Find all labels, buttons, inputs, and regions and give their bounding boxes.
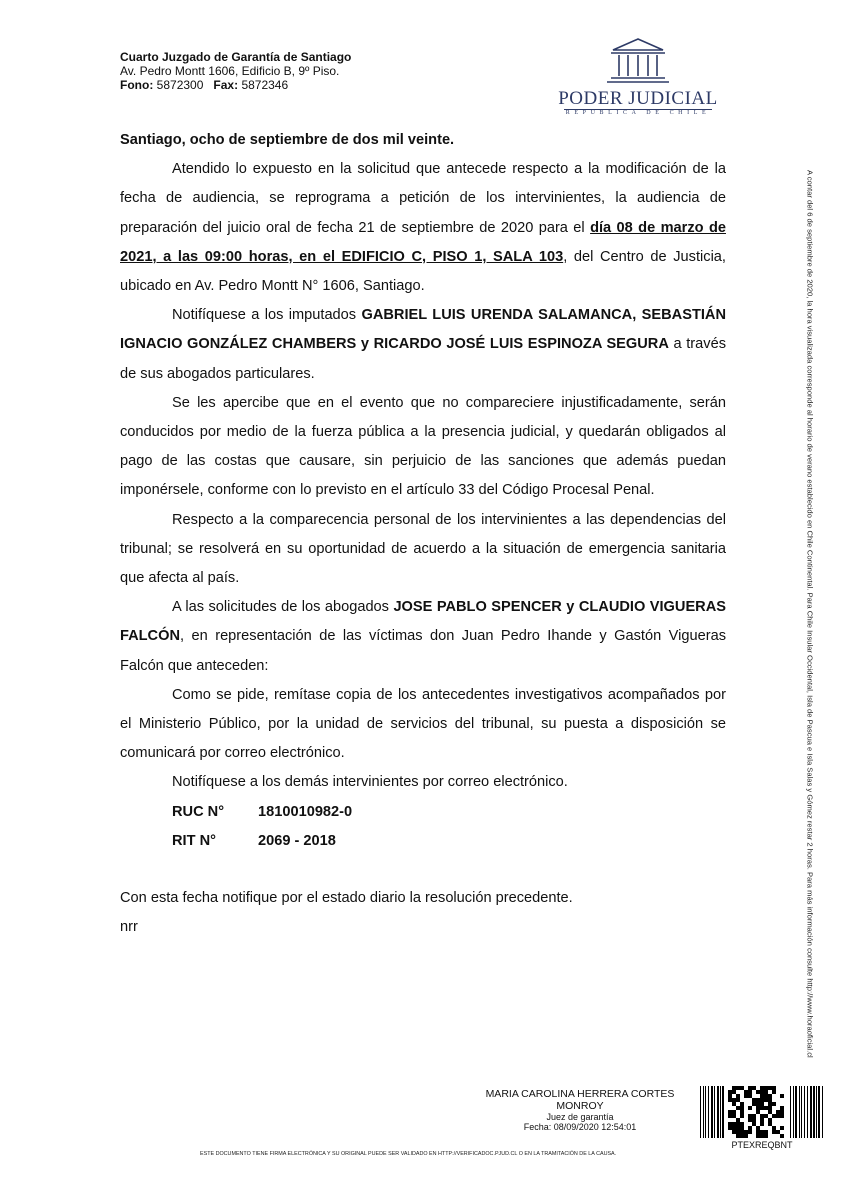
signature-date: Fecha: 08/09/2020 12:54:01: [523, 1122, 637, 1132]
paragraph-notify-others: Notifíquese a los demás intervinientes por correo electrónico.: [172, 774, 568, 791]
signature-block: [460, 1088, 700, 1132]
paragraph-notify-defendants: Notifíquese a los imputados GABRIEL LUIS URENDA SALAMANCA, SEBASTIÁN IGNACIO GONZÁLEZ CHAMBERS y RICARDO JOSÉ LUIS ESPINOZA SEGURA a través de sus abogados particulares.: [120, 307, 726, 382]
signer-name-line1: MARIA CAROLINA HERRERA CORTES: [485, 1088, 675, 1100]
paragraph-reschedule: Atendido lo expuesto en la solicitud que antecede respecto a la modificación de la fecha de audiencia, se reprograma a petición de los intervinientes, la audiencia de preparación del juicio oral de fecha 21 de septiembre de 2020 para el día 08 de marzo de 2021, a las 09:00 horas, en el EDIFICIO C, PISO 1, SALA 103, del Centro de Justicia, ubicado en Av. Pedro Montt N° 1606, Santiago.: [120, 161, 726, 295]
phone-number: 5872300: [156, 78, 204, 92]
logo-subtitle: REPUBLICA DE CHILE: [565, 110, 711, 116]
fax-number: 5872346: [241, 78, 289, 92]
defendants-names: GABRIEL LUIS URENDA SALAMANCA, SEBASTIÁN IGNACIO GONZÁLEZ CHAMBERS y RICARDO JOSÉ LUIS ESPINOZA SEGURA: [120, 307, 726, 353]
courthouse-icon: [556, 36, 720, 88]
court-name: Cuarto Juzgado de Garantía de Santiago: [120, 50, 352, 64]
paragraph-warning: Se les apercibe que en el evento que no compareciere injustificadamente, serán conducidos por medio de la fuerza pública a la presencia judicial, y quedarán obligados al pago de las costas que causare, sin perjuicio de las sanciones que además puedan imponérsele, conforme con lo previsto en el artículo 33 del Código Procesal Penal.: [120, 394, 726, 499]
paragraph-copy-order: Como se pide, remítase copia de los antecedentes investigativos acompañados por el Ministerio Público, por la unidad de servicios del tribunal, su puesta a disposición se comunicará por correo electrónico.: [120, 686, 726, 762]
court-address: Av. Pedro Montt 1606, Edificio B, 9º Piso.: [120, 64, 340, 78]
lawyers-names: JOSE PABLO SPENCER y CLAUDIO VIGUERAS FALCÓN: [120, 599, 726, 645]
signer-role: Juez de garantía: [546, 1112, 614, 1122]
rit-line: RIT N° 2069 - 2018: [172, 827, 726, 856]
rit-number: 2069 - 2018: [258, 832, 336, 849]
court-contact: [120, 78, 351, 92]
footer-validation-note: ESTE DOCUMENTO TIENE FIRMA ELECTRÓNICA Y SU ORIGINAL PUEDE SER VALIDADO EN HTTP://VERIFICADOC.PJUD.CL O EN LA TRAMITACIÓN DE LA CAUSA.: [200, 1151, 617, 1157]
poder-judicial-logo: [556, 36, 720, 122]
barcode-code: PTEXREQBNT: [731, 1140, 793, 1150]
fax-label: Fax:: [213, 78, 239, 92]
ruc-number: 1810010982-0: [258, 803, 353, 820]
logo-title: PODER JUDICIAL: [558, 88, 718, 109]
notice-line: Con esta fecha notifique por el estado diario la resolución precedente.: [120, 890, 573, 907]
court-header: [120, 50, 351, 92]
ruc-line: RUC N° 1810010982-0: [172, 798, 726, 827]
timezone-side-note: A contar del 6 de septiembre de 2020, la hora visualizada corresponde al horario de verano establecido en Chile Continental. Para Chile Insular Occidental, Isla de Pascua e Isla Salas y Gómez restar 2 horas. Para más información consulte http://www.horaoficial.cl: [805, 170, 815, 1058]
document-body: [120, 126, 726, 942]
date-line: Santiago, ocho de septiembre de dos mil veinte.: [120, 132, 455, 148]
barcode-icon: [700, 1086, 824, 1138]
paragraph-requests: A las solicitudes de los abogados JOSE PABLO SPENCER y CLAUDIO VIGUERAS FALCÓN, en representación de las víctimas don Juan Pedro Ihande y Gastón Vigueras Falcón que anteceden:: [120, 599, 726, 674]
hearing-details: día 08 de marzo de 2021, a las 09:00 horas, en el EDIFICIO C, PISO 1, SALA 103: [120, 219, 726, 265]
initials: nrr: [120, 919, 138, 936]
paragraph-appearance: Respecto a la comparecencia personal de los intervinientes a las dependencias del tribunal; se resolverá en su oportunidad de acuerdo a la situación de emergencia sanitaria que afecta al país.: [120, 511, 726, 587]
signer-name-line2: MONROY: [556, 1100, 604, 1112]
phone-label: Fono:: [120, 78, 154, 92]
